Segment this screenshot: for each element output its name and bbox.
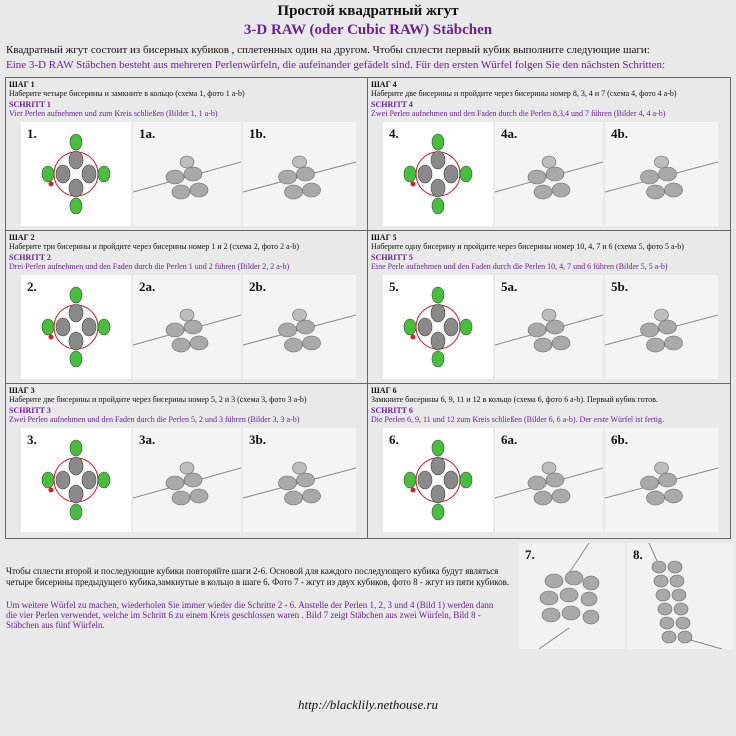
step-cell — [368, 384, 728, 536]
photo-8 — [627, 543, 733, 649]
photo-label: 4a. — [501, 126, 518, 141]
scheme-image — [21, 122, 131, 226]
step-ru-text: Наберите две бисерины и пройдите через бисерины номер 5, 2 и 3 (схема 3, фото 3 a-b) — [9, 395, 307, 404]
photo-label: 6. — [389, 432, 399, 447]
step-ru-text: Наберите одну бисерину и пройдите через бисерины номер 10, 4, 7 и 6 (схема 5, фото 5 a-b) — [371, 242, 684, 251]
photo-label: 3a. — [139, 432, 156, 447]
step-de-text: Die Perlen 6, 9, 11 und 12 zum Kreis schließen (Bilder 6, 6 a-b). Der erste Würfel ist fertig. — [371, 415, 665, 424]
step-ru-head: ШАГ 6 — [371, 386, 397, 395]
beaded-rope-photo — [519, 543, 625, 649]
photo-label: 5. — [389, 279, 399, 294]
scheme-image — [383, 275, 493, 379]
step-ru-head: ШАГ 4 — [371, 80, 397, 89]
photo-b — [243, 428, 356, 532]
photo-label: 5b. — [611, 279, 628, 294]
footer-url[interactable]: http://blacklily.nethouse.ru — [297, 697, 439, 712]
step-ru — [9, 386, 363, 404]
photo-label: 4b. — [611, 126, 628, 141]
step-ru-text: Наберите четыре бисерины и замкните в кольцо (схема 1, фото 1 a-b) — [9, 89, 245, 98]
step-de-head: SCHRITT 1 — [9, 100, 51, 109]
photo-a — [133, 428, 241, 532]
step-de-head: SCHRITT 4 — [371, 100, 413, 109]
outro-russian: Чтобы сплести второй и последующие кубики повторяйте шаги 2-6. Основой для каждого последующего кубика будут являться четыре бисерины предыдущего кубика,замкнутые в кольцо в шаге 6. Фото 7 - жгут из двух кубиков, фото 8 - жгут из пяти кубиков. — [6, 566, 510, 587]
photo-a — [495, 122, 603, 226]
photo-label: 2b. — [249, 279, 266, 294]
photo-label: 3b. — [249, 432, 266, 447]
photo-b — [605, 275, 718, 379]
scheme-image — [383, 122, 493, 226]
photo-label: 2a. — [139, 279, 156, 294]
intro-german: Eine 3-D RAW Stäbchen besteht aus mehreren Perlenwürfeln, die aufeinander gefädelt sind. Für den ersten Würfel folgen Sie den nächsten Schritten: — [6, 59, 666, 71]
step-ru-head: ШАГ 3 — [9, 386, 35, 395]
photo-b — [605, 122, 718, 226]
page-subtitle: 3-D RAW (oder Cubic RAW) Stäbchen — [243, 22, 493, 38]
intro-russian: Квадратный жгут состоит из бисерных кубиков , сплетенных один на другом. Чтобы сплести первый кубик выполните следующие шаги: — [6, 44, 650, 56]
photo-a — [495, 428, 603, 532]
step-de-head: SCHRITT 6 — [371, 406, 413, 415]
scheme-image — [383, 428, 493, 532]
step-cell — [368, 231, 728, 383]
photo-b — [605, 428, 718, 532]
step-ru-text: Наберите три бисерины и пройдите через бисерины номер 1 и 2 (схема 2, фото 2 a-b) — [9, 242, 300, 251]
scheme-image — [21, 428, 131, 532]
step-de-text: Eine Perle aufnehmen und den Faden durch die Perlen 10, 4, 7 und 6 führen (Bilder 5, 5 a-b) — [371, 262, 668, 271]
step-ru-head: ШАГ 2 — [9, 233, 35, 242]
photo-label: 4. — [389, 126, 399, 141]
step-de-head: SCHRITT 3 — [9, 406, 51, 415]
photo-7 — [519, 543, 625, 649]
photo-label: 6b. — [611, 432, 628, 447]
step-ru — [9, 233, 363, 251]
step-de-head: SCHRITT 5 — [371, 253, 413, 262]
bead-scheme — [21, 275, 131, 379]
photo-label: 7. — [525, 547, 535, 562]
steps-grid — [5, 77, 731, 539]
step-ru — [371, 233, 725, 251]
photo-label: 8. — [633, 547, 643, 562]
step-ru — [9, 80, 363, 98]
step-cell — [6, 231, 366, 383]
bead-scheme — [383, 428, 493, 532]
photo-label: 2. — [27, 279, 37, 294]
step-cell — [368, 78, 728, 230]
step-ru-head: ШАГ 1 — [9, 80, 35, 89]
bead-scheme — [383, 122, 493, 226]
photo-label: 1a. — [139, 126, 156, 141]
step-ru — [371, 80, 725, 98]
step-ru — [371, 386, 725, 404]
outro-german: Um weitere Würfel zu machen, wiederholen Sie immer wieder die Schritte 2 - 6. Anstelle der Perlen 1, 2, 3 und 4 (Bild 1) werden dann die vier Perlen verwendet, welche im Schritt 6 zu einem Kreis geschlossen waren . Bild 7 zeigt Stäbchen aus zwei Würfeln, Bild 8 - Stäbchen aus fünf Würfeln. — [6, 600, 494, 630]
step-de-text: Drei Perlen aufnehmen und den Faden durch die Perlen 1 und 2 führen (Bilder 2, 2 a-b) — [9, 262, 290, 271]
photo-a — [133, 122, 241, 226]
step-de-text: Zwei Perlen aufnehmen und den Faden durch die Perlen 8,3,4 und 7 führen (Bilder 4, 4 a-b) — [371, 109, 666, 118]
step-ru-text: Замкните бисерины 6, 9, 11 и 12 в кольцо (схема 6, фото 6 a-b). Первый кубик готов. — [371, 395, 658, 404]
beaded-rope-photo — [627, 543, 733, 649]
photo-label: 1. — [27, 126, 37, 141]
photo-a — [495, 275, 603, 379]
step-cell — [6, 78, 366, 230]
photo-label: 6a. — [501, 432, 518, 447]
scheme-image — [21, 275, 131, 379]
photo-b — [243, 122, 356, 226]
bead-scheme — [383, 275, 493, 379]
bead-scheme — [21, 122, 131, 226]
photo-label: 1b. — [249, 126, 266, 141]
step-ru-text: Наберите две бисерины и пройдите через бисерины номер 8, 3, 4 и 7 (схема 4, фото 4 a-b) — [371, 89, 677, 98]
step-de-head: SCHRITT 2 — [9, 253, 51, 262]
bead-scheme — [21, 428, 131, 532]
photo-label: 5a. — [501, 279, 518, 294]
step-ru-head: ШАГ 5 — [371, 233, 397, 242]
page-title: Простой квадратный жгут — [277, 3, 459, 19]
photo-b — [243, 275, 356, 379]
step-cell — [6, 384, 366, 536]
photo-label: 3. — [27, 432, 37, 447]
photo-a — [133, 275, 241, 379]
step-de-text: Zwei Perlen aufnehmen und den Faden durch die Perlen 5, 2 und 3 führen (Bilder 3, 3 a-b) — [9, 415, 300, 424]
step-de-text: Vier Perlen aufnehmen und zum Kreis schließen (Bilder 1, 1 a-b) — [9, 109, 218, 118]
